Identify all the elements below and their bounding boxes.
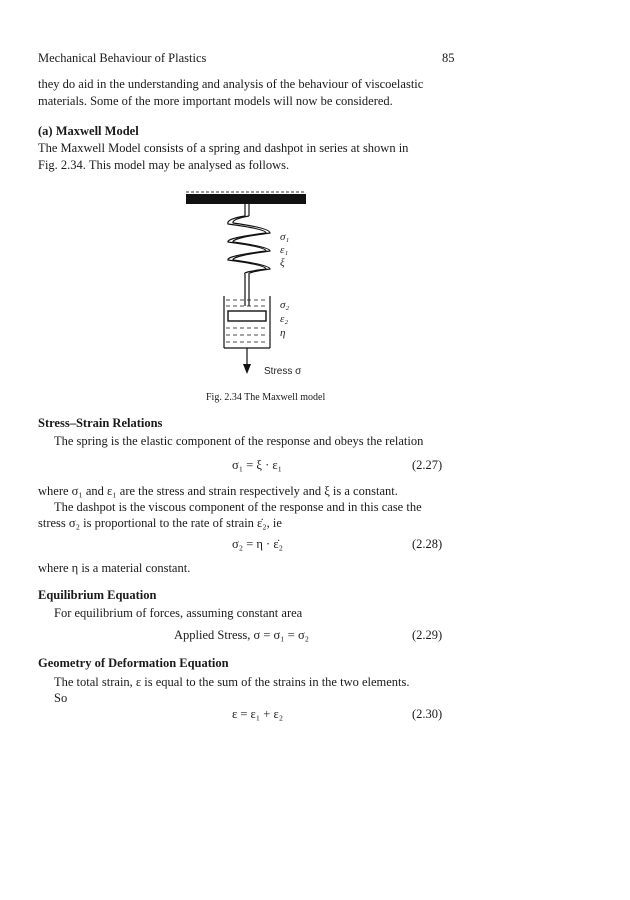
equation-number-2-28: (2.28): [412, 537, 443, 551]
intro-line-2: materials. Some of the more important models will now be considered.: [38, 94, 393, 108]
section-heading-equilibrium: Equilibrium Equation: [38, 588, 157, 602]
label-sigma1: σ₁: [280, 231, 290, 243]
stress-strain-line-1: The spring is the elastic component of the response and obeys the relation: [54, 434, 424, 448]
intro-line-1: they do aid in the understanding and analysis of the behaviour of viscoelastic: [38, 77, 424, 91]
section-heading-stress-strain: Stress–Strain Relations: [38, 416, 163, 430]
label-eps2: ε₂: [280, 313, 289, 325]
ceiling-support: [186, 194, 306, 204]
dashpot-element: [224, 296, 270, 364]
equilibrium-line-1: For equilibrium of forces, assuming constant area: [54, 606, 303, 620]
section-heading-geometry: Geometry of Deformation Equation: [38, 656, 229, 670]
label-eta: η: [280, 327, 286, 339]
stress-strain-line-5: where η is a material constant.: [38, 561, 191, 575]
equation-number-2-29: (2.29): [412, 628, 443, 642]
equation-2-27: σ₁ = ξ · ε₁: [232, 458, 282, 472]
spring-element: [228, 204, 270, 306]
geometry-line-1: The total strain, ε is equal to the sum of the strains in the two elements.: [54, 675, 410, 689]
equation-2-28: σ₂ = η · ε̇₂: [232, 537, 283, 551]
stress-strain-line-2: where σ₁ and ε₁ are the stress and strain respectively and ξ is a constant.: [38, 484, 398, 498]
figure-caption: Fig. 2.34 The Maxwell model: [206, 392, 326, 403]
section-heading-maxwell: (a) Maxwell Model: [38, 124, 139, 138]
geometry-line-2: So: [54, 691, 68, 705]
maxwell-model-figure: [180, 188, 340, 378]
equation-2-29: Applied Stress, σ = σ₁ = σ₂: [174, 628, 310, 642]
maxwell-line-1: The Maxwell Model consists of a spring and dashpot in series at shown in: [38, 141, 409, 155]
label-eps1: ε₁: [280, 244, 289, 256]
label-xi: ξ: [280, 257, 285, 269]
stress-strain-line-4: stress σ₂ is proportional to the rate of strain ε̇₂, ie: [38, 516, 282, 530]
page-number: 85: [442, 51, 455, 65]
running-title: Mechanical Behaviour of Plastics: [38, 51, 207, 65]
maxwell-line-2: Fig. 2.34. This model may be analysed as follows.: [38, 158, 290, 172]
equation-number-2-30: (2.30): [412, 707, 443, 721]
stress-arrow: [243, 364, 251, 374]
stress-strain-line-3: The dashpot is the viscous component of the response and in this case the: [54, 500, 422, 514]
label-sigma2: σ₂: [280, 299, 290, 311]
label-stress: Stress σ: [264, 366, 302, 377]
equation-number-2-27: (2.27): [412, 458, 443, 472]
equation-2-30: ε = ε₁ + ε₂: [232, 707, 284, 721]
